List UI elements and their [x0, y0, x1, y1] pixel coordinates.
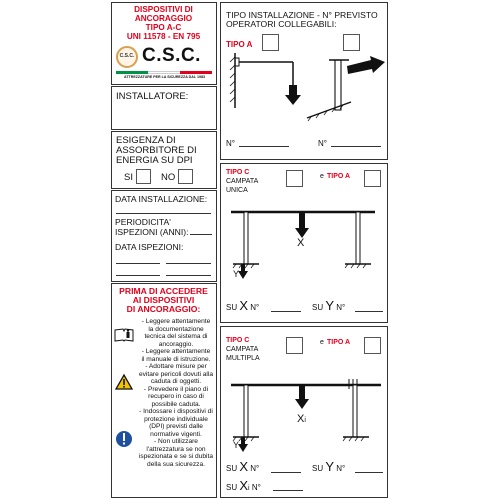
multi-su-xi-letter: X	[239, 478, 249, 493]
type-a-left-checkbox[interactable]	[262, 34, 279, 51]
multi-su-y-row	[312, 459, 345, 474]
multi-su-x-n: N°	[250, 464, 260, 473]
multi-su-xi-prefix: SU	[226, 483, 238, 492]
single-su-y-prefix: SU	[312, 303, 324, 312]
periodicity-field[interactable]	[190, 234, 212, 235]
installer-panel	[111, 86, 217, 130]
header-title-line-4: UNI 11578 - EN 795	[126, 32, 201, 41]
single-campata-label: CAMPATA	[226, 178, 259, 185]
multi-campata-label: CAMPATA	[226, 346, 259, 353]
warning-triangle-icon	[115, 374, 133, 390]
warning-item-3: - Adottare misure per evitare pericoli dovuti alla caduta di oggetti.	[138, 363, 214, 386]
install-date-field[interactable]	[116, 213, 211, 214]
multi-su-y-letter: Y	[325, 459, 335, 474]
company-seal	[116, 46, 138, 68]
header-title-line-3: TIPO A-C	[145, 23, 182, 32]
multi-su-x-field[interactable]	[271, 472, 301, 473]
multi-type-c-label: TIPO C	[226, 337, 250, 344]
type-a-n-label-right: N°	[318, 139, 327, 148]
absorber-yes-checkbox[interactable]	[136, 169, 151, 184]
type-a-label: TIPO A	[226, 40, 253, 49]
single-type-a-checkbox[interactable]	[364, 170, 381, 187]
multi-y-label: Y	[233, 440, 240, 450]
multi-su-xi-row	[226, 478, 261, 493]
single-span-panel	[220, 163, 388, 323]
type-a-n-label-left: N°	[226, 139, 235, 148]
warnings-list	[135, 318, 217, 468]
warnings-title-line-2: AI DISPOSITIVI	[132, 295, 195, 305]
header-title-line-2: ANCORAGGIO	[134, 14, 193, 23]
absorber-yes-label: SI	[124, 172, 133, 183]
inspection-field-4[interactable]	[166, 275, 211, 276]
warning-item-2: - Leggere attentamente il manuale di istruzione.	[141, 348, 211, 363]
type-panel-title-line-1: TIPO INSTALLAZIONE - N° PREVISTO	[226, 10, 378, 20]
single-su-y-n: N°	[336, 303, 346, 312]
single-e-label: e	[320, 173, 324, 180]
warning-item-6: - Non utilizzare l'attrezzatura se non ispezionata e se si dubita della sua sicurezza.	[138, 438, 214, 468]
multi-e-label: e	[320, 339, 324, 346]
multi-multipla-label: MULTIPLA	[226, 355, 260, 362]
seal-text: C.S.C.	[119, 53, 135, 59]
multi-su-y-prefix: SU	[312, 464, 324, 473]
single-su-x-prefix: SU	[226, 303, 238, 312]
multi-su-x-prefix: SU	[226, 464, 238, 473]
single-type-a-label: TIPO A	[327, 173, 351, 180]
multi-su-y-n: N°	[336, 464, 346, 473]
multi-su-xi-n: N°	[251, 483, 261, 492]
wall-anchor-illustration	[223, 53, 303, 123]
installer-label: INSTALLATORE:	[116, 91, 189, 102]
dates-panel	[111, 190, 217, 282]
header-panel	[111, 2, 217, 85]
single-su-y-field[interactable]	[355, 311, 383, 312]
manual-icon	[114, 328, 134, 342]
multi-su-x-letter: X	[239, 459, 249, 474]
floor-post-illustration	[307, 46, 387, 121]
single-su-y-letter: Y	[325, 298, 335, 313]
warnings-title-line-1: PRIMA DI ACCEDERE	[119, 286, 208, 296]
type-panel-title-line-2: OPERATORI COLLEGABILI:	[226, 19, 337, 29]
multi-xi-label-group	[297, 409, 306, 427]
inspection-field-1[interactable]	[116, 263, 160, 264]
single-su-y-row	[312, 298, 345, 313]
single-su-x-row	[226, 298, 259, 313]
inspections-label: DATA ISPEZIONI:	[115, 242, 184, 252]
periodicity-label-line-2: ISPEZIONI (ANNI):	[115, 227, 189, 237]
mandatory-info-icon	[115, 430, 133, 448]
multi-su-y-field[interactable]	[355, 472, 383, 473]
periodicity-label-line-1: PERIODICITA'	[115, 217, 171, 227]
type-a-n-field-left[interactable]	[239, 146, 289, 147]
inspection-field-3[interactable]	[116, 275, 160, 276]
absorber-no-label: NO	[161, 172, 176, 183]
absorber-no-checkbox[interactable]	[178, 169, 193, 184]
inspection-field-2[interactable]	[166, 263, 211, 264]
multi-type-a-checkbox[interactable]	[364, 337, 381, 354]
header-title-line-1: DISPOSITIVI DI	[134, 5, 193, 14]
warnings-panel	[111, 283, 217, 498]
install-date-label: DATA INSTALLAZIONE:	[115, 194, 208, 204]
single-x-label: X	[297, 237, 305, 249]
single-unica-label: UNICA	[226, 187, 248, 194]
absorber-panel	[111, 131, 217, 189]
single-y-label: Y	[233, 269, 240, 279]
multi-type-c-checkbox[interactable]	[286, 337, 303, 354]
warnings-title-line-3: DI ANCORAGGIO:	[126, 304, 201, 314]
multi-span-panel	[220, 326, 388, 498]
single-su-x-letter: X	[239, 298, 249, 313]
absorber-label-line-2: ASSORBITORE DI	[116, 145, 197, 156]
single-su-x-field[interactable]	[271, 311, 301, 312]
warning-item-1: - Leggere attentamente la documentazione tecnica del sistema di ancoraggio.	[141, 318, 211, 348]
multi-xi-label: X	[297, 413, 305, 425]
single-span-illustration	[225, 202, 385, 297]
multi-su-xi-field[interactable]	[273, 490, 303, 491]
company-logo-text: C.S.C.	[142, 45, 201, 66]
single-type-c-label: TIPO C	[226, 169, 250, 176]
multi-su-x-row	[226, 459, 259, 474]
flag-stripe	[116, 71, 212, 74]
multi-su-xi-sub: i	[248, 485, 250, 492]
absorber-label-line-3: ENERGIA SU DPI	[116, 155, 193, 166]
warning-item-5: - Indossare i dispositivi di protezione individuale (DPI) previsti dalle normative vigenti.	[139, 408, 213, 438]
company-tagline: ATTREZZATURE PER LA SICUREZZA DAL 1983	[124, 75, 205, 79]
warning-item-4: - Prevedere il piano di recupero in caso di possibile caduta.	[143, 385, 209, 408]
single-su-x-n: N°	[250, 303, 260, 312]
type-a-n-field-right[interactable]	[331, 146, 381, 147]
single-type-c-checkbox[interactable]	[286, 170, 303, 187]
multi-type-a-label: TIPO A	[327, 339, 351, 346]
multi-xi-sub: i	[304, 417, 306, 424]
type-a-panel	[220, 2, 388, 160]
absorber-label-line-1: ESIGENZA DI	[116, 135, 176, 146]
